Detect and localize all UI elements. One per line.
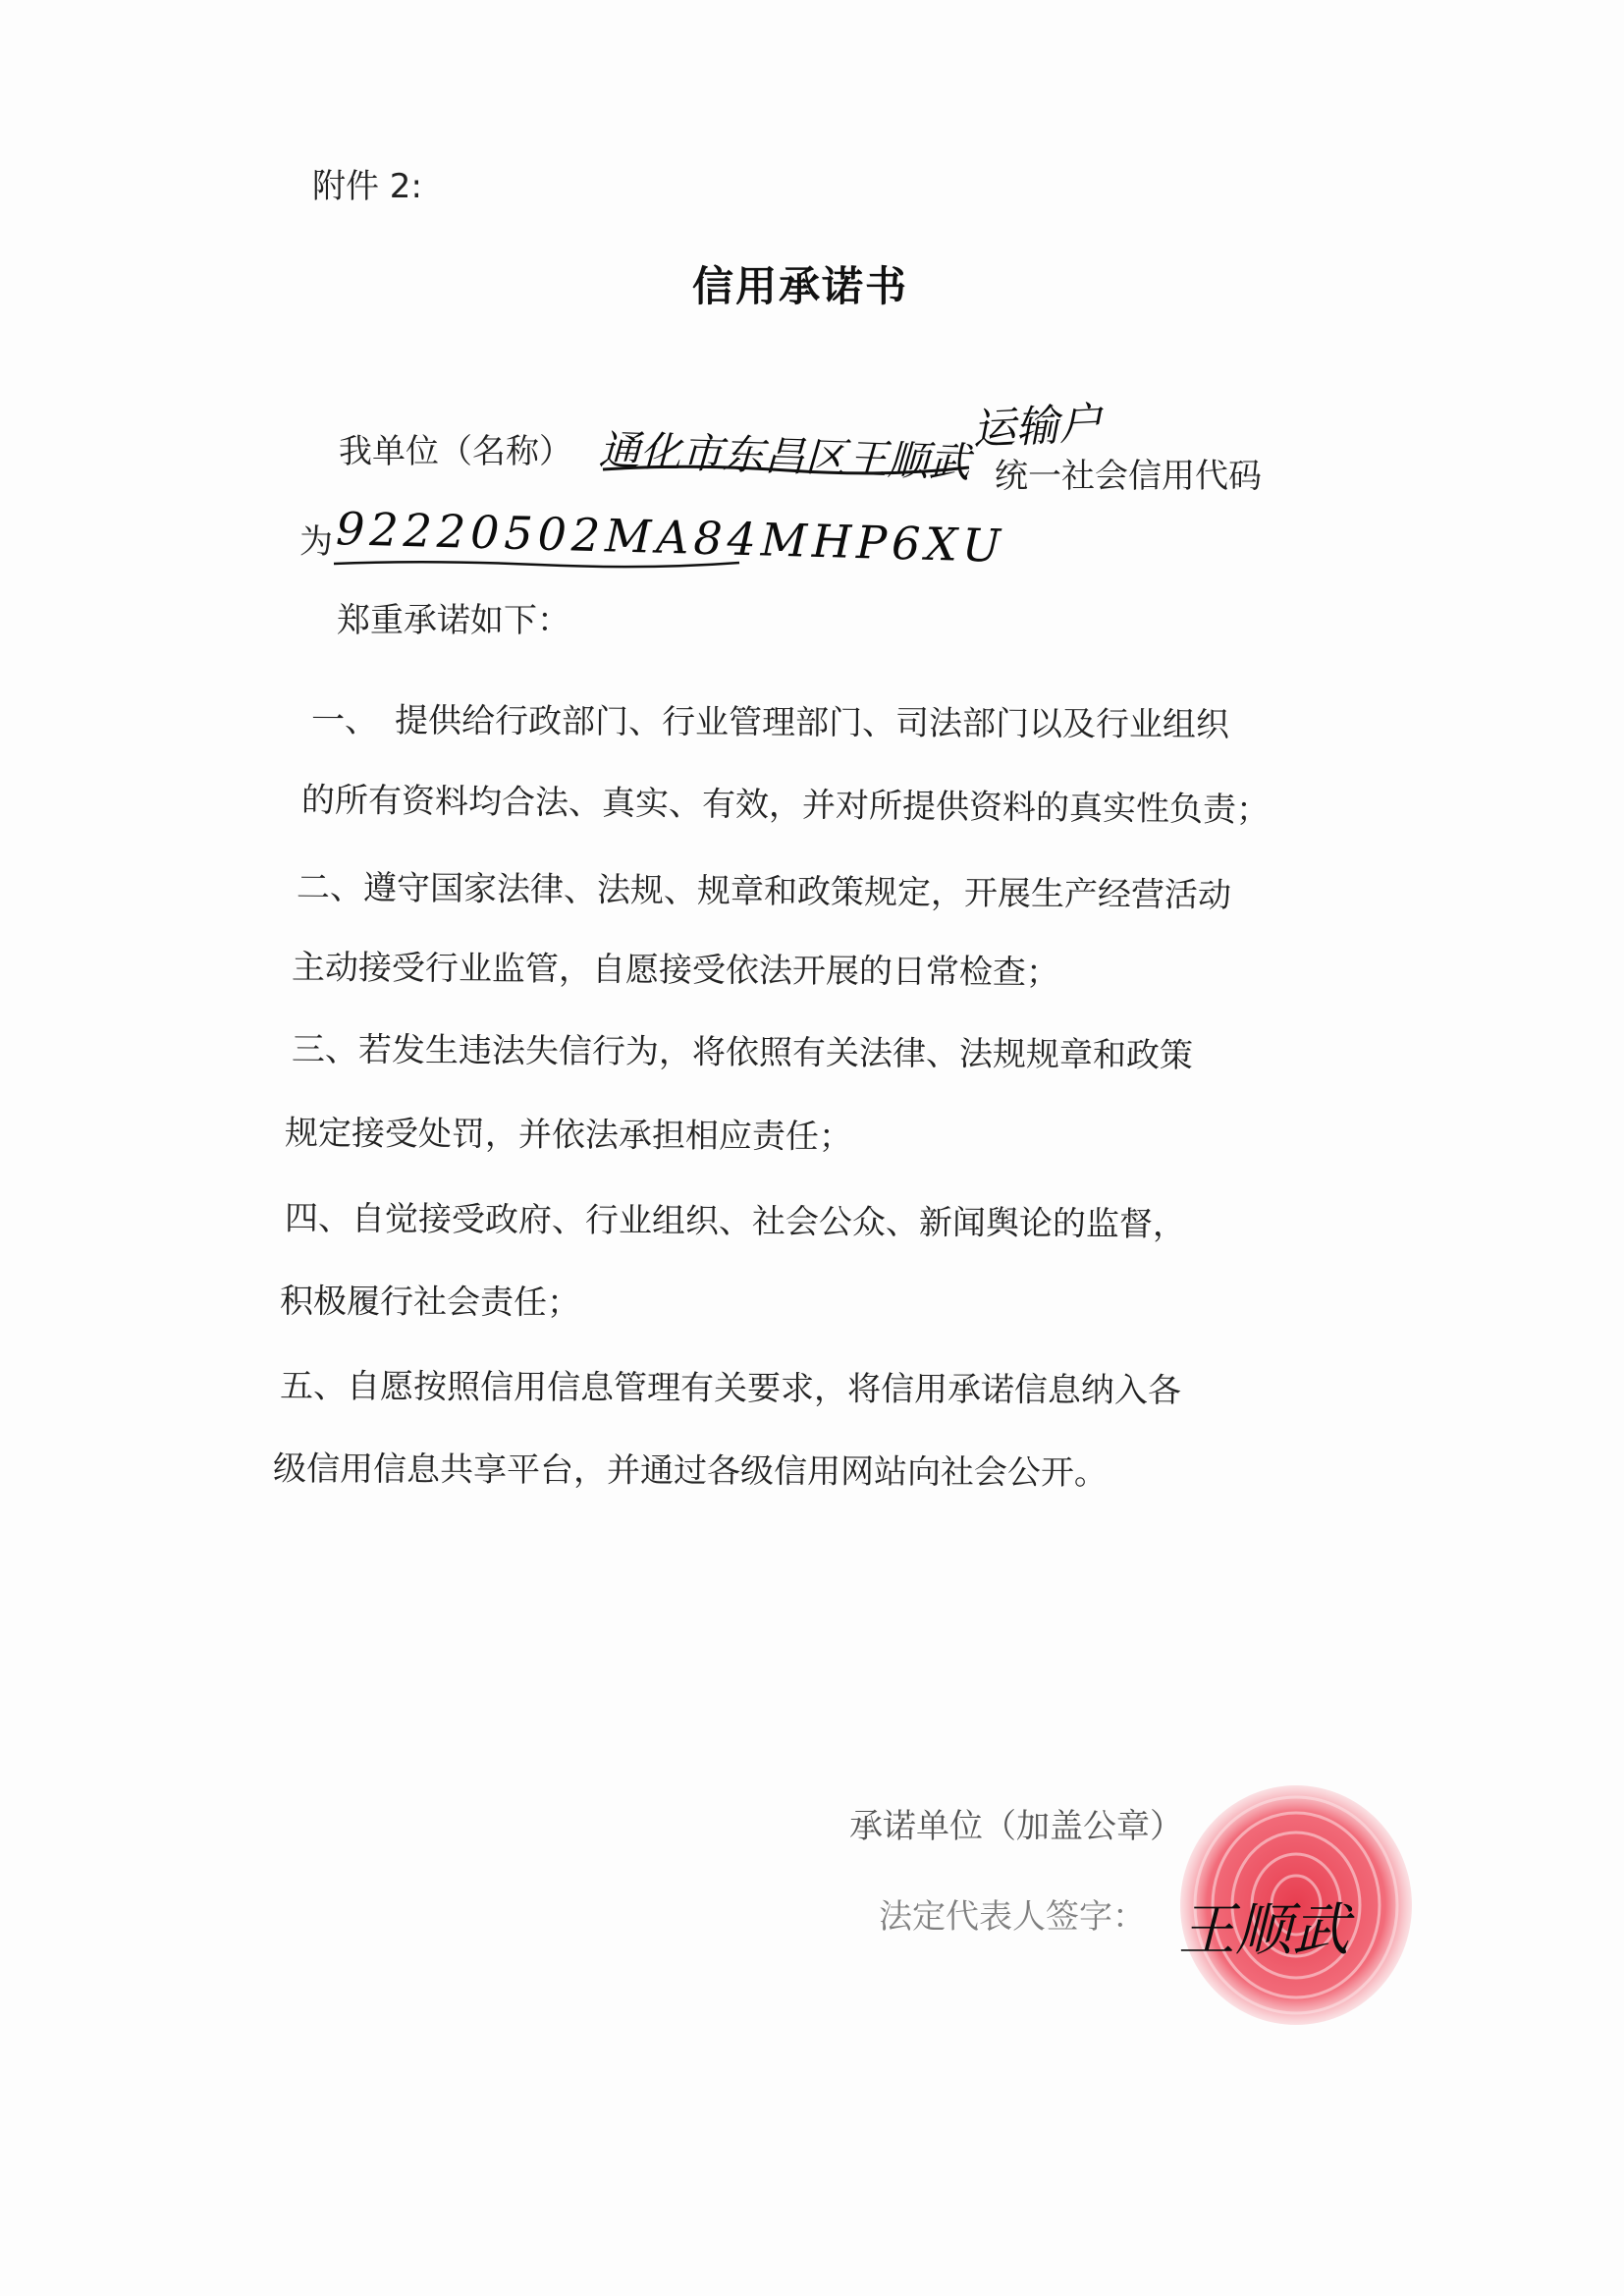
handwritten-signature: 王顺武 [1178, 1896, 1350, 1963]
item-1-line-1: 一、 提供给行政部门、行业管理部门、司法部门以及行业组织 [310, 700, 1230, 745]
item-5-line-1: 五、自愿按照信用信息管理有关要求，将信用承诺信息纳入各 [279, 1366, 1182, 1411]
item-1-line-2: 的所有资料均合法、真实、有效，并对所提供资料的真实性负责； [300, 780, 1271, 831]
commit-line: 郑重承诺如下： [337, 601, 570, 640]
intro-suffix: 统一社会信用代码 [995, 457, 1262, 496]
item-4-line-2: 积极履行社会责任； [279, 1282, 581, 1323]
item-3-line-2: 规定接受处罚，并依法承担相应责任； [284, 1113, 853, 1158]
handwritten-underline [601, 462, 974, 475]
handwritten-credit-code: 92220502MA84MHP6XU [335, 502, 1006, 573]
item-3-line-1: 三、若发生违法失信行为，将依照有关法律、法规规章和政策 [291, 1029, 1194, 1076]
code-underline [332, 558, 744, 570]
item-4-line-1: 四、自觉接受政府、行业组织、社会公众、新闻舆论的监督， [284, 1198, 1187, 1245]
attachment-label: 附件 2: [312, 167, 422, 206]
handwritten-unit-type: 运输户 [970, 398, 1104, 456]
footer-signature-label: 法定代表人签字： [879, 1897, 1146, 1937]
item-2-line-1: 二、遵守国家法律、法规、规章和政策规定，开展生产经营活动 [296, 867, 1232, 916]
handwritten-unit-name: 通化市东昌区王顺武 [598, 425, 971, 487]
footer-unit-label: 承诺单位（加盖公章） [849, 1807, 1183, 1846]
item-5-line-2: 级信用信息共享平台，并通过各级信用网站向社会公开。 [272, 1449, 1109, 1494]
intro-prefix: 我单位（名称） [339, 432, 572, 471]
item-2-line-2: 主动接受行业监管，自愿接受依法开展的日常检查； [291, 948, 1060, 993]
code-prefix: 为 [299, 522, 333, 562]
document-title: 信用承诺书 [692, 262, 909, 310]
